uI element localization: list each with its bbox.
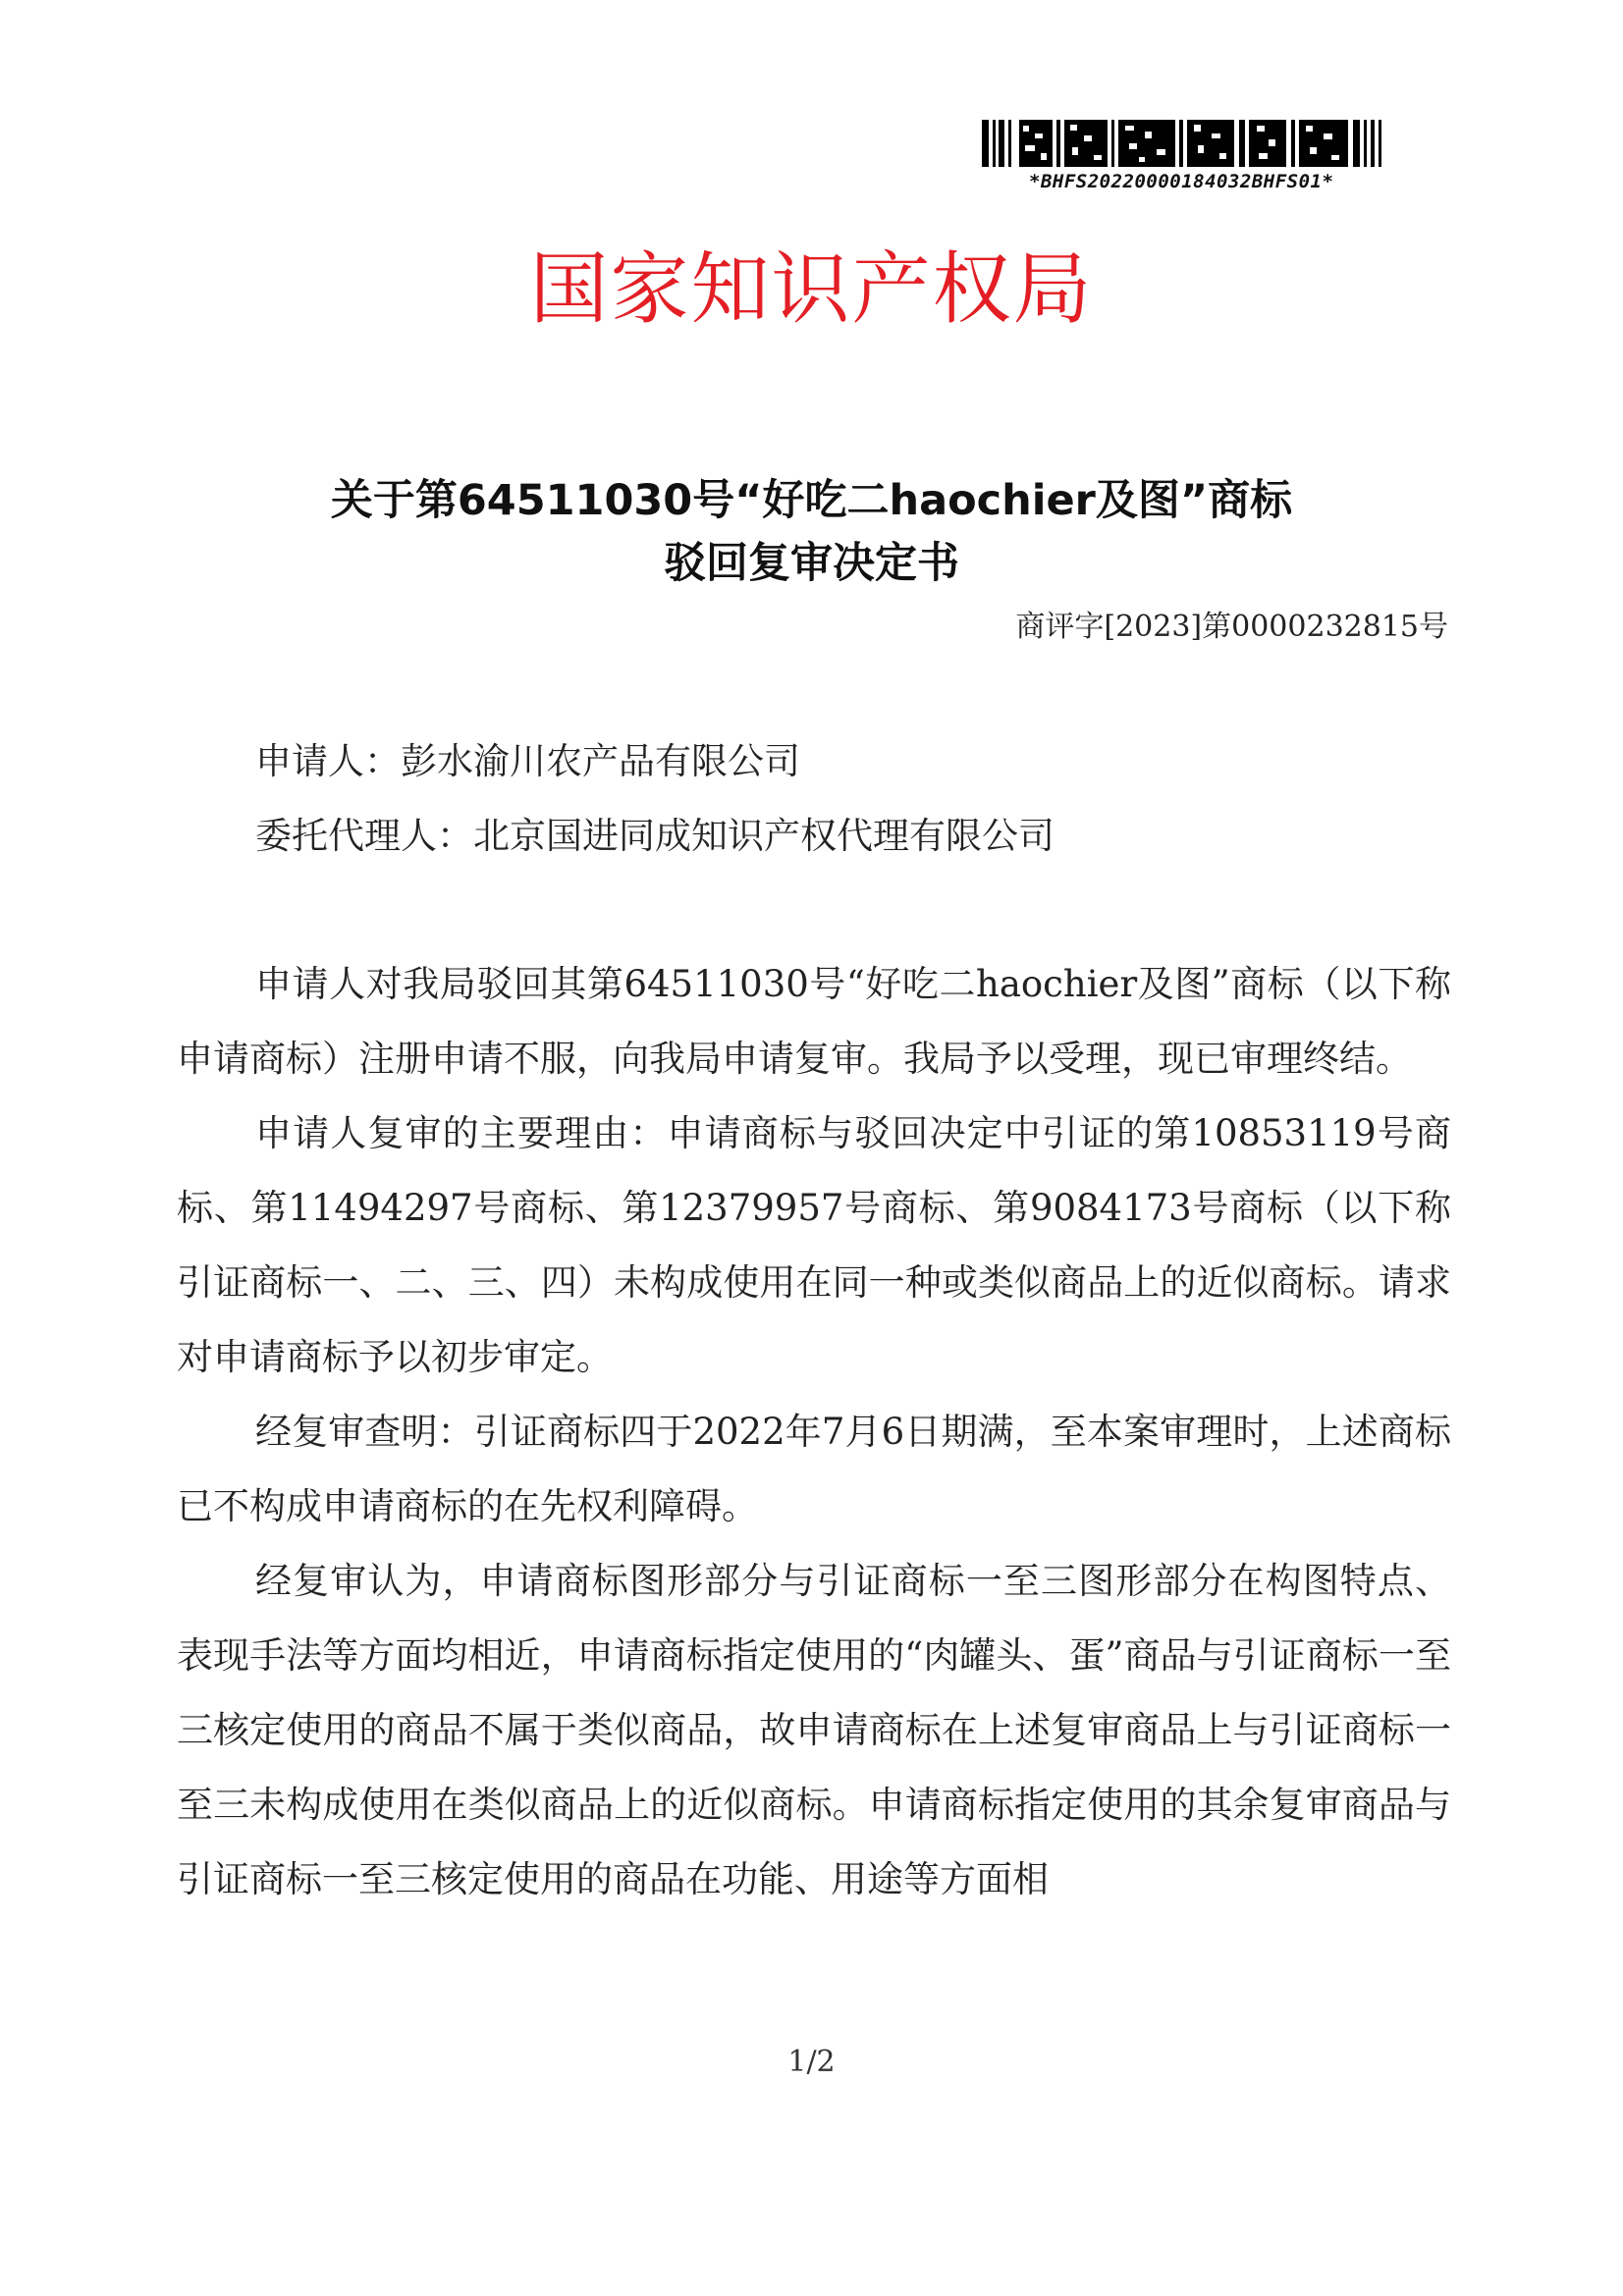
agency-name: 国家知识产权局 [529, 243, 1094, 335]
title-line-2: 驳回复审决定书 [664, 539, 959, 588]
barcode-text: *BHFS20220000184032BHFS01* [1029, 171, 1334, 192]
barcode-block [982, 120, 1394, 192]
paragraph: 经复审认为，申请商标图形部分与引证商标一至三图形部分在构图特点、表现手法等方面均相近，申请商标指定使用的“肉罐头、蛋”商品与引证商标一至三核定使用的商品不属于类似商品，故申请商标在上述复审商品上与引证商标一至三未构成使用在类似商品上的近似商标。申请商标指定使用的其余复审商品与引证商标一至三核定使用的商品在功能、用途等方面相 [177, 1560, 1451, 1900]
paragraph: 经复审查明：引证商标四于2022年7月6日期满，至本案审理时，上述商标已不构成申请商标的在先权利障碍。 [177, 1411, 1451, 1527]
title-line-1: 关于第64511030号“好吃二haochier及图”商标 [330, 476, 1293, 525]
page-number: 1/2 [787, 2045, 836, 2079]
agent-line: 委托代理人：北京国进同成知识产权代理有限公司 [255, 815, 1055, 857]
barcode-image [982, 120, 1384, 167]
decision-body [177, 947, 1451, 1917]
applicant-line: 申请人：彭水渝川农产品有限公司 [255, 740, 800, 782]
document-number: 商评字[2023]第0000232815号 [1015, 610, 1448, 644]
document-title [0, 469, 1623, 595]
paragraph: 申请人对我局驳回其第64511030号“好吃二haochier及图”商标（以下称申请商标）注册申请不服，向我局申请复审。我局予以受理，现已审理终结。 [177, 963, 1451, 1080]
paragraph: 申请人复审的主要理由：申请商标与驳回决定中引证的第10853119号商标、第11494297号商标、第12379957号商标、第9084173号商标（以下称引证商标一、二、三、四）未构成使用在同一种或类似商品上的近似商标。请求对申请商标予以初步审定。 [177, 1112, 1451, 1378]
